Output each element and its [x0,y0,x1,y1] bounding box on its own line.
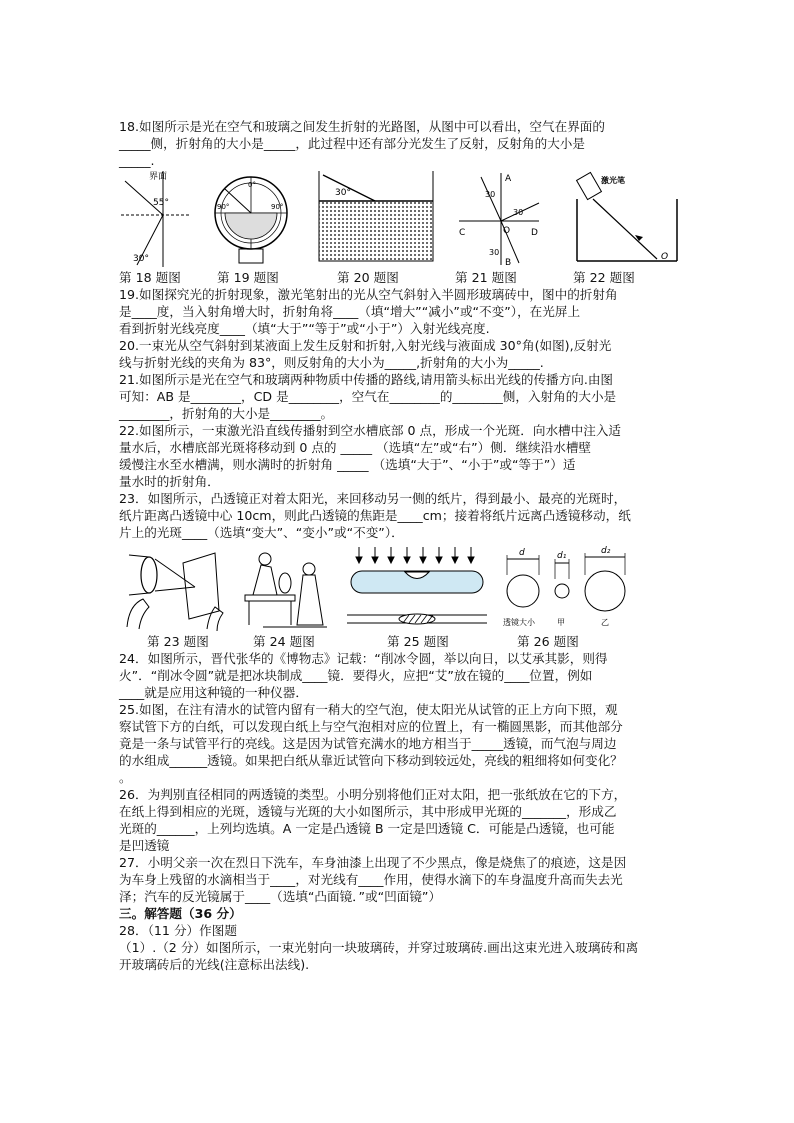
fig19-left-label: 90° [217,203,230,211]
figure-24 [239,545,331,633]
q20-line-1: 20.一束光从空气斜射到某液面上发生反射和折射,入射光线与液面成 30°角(如图),反射光 [119,338,612,353]
q23-line-2: 纸片距离凸透镜中心 10cm，则此凸透镜的焦距是____cm；接着将纸片远离凸透镜移动，纸 [119,508,631,523]
figure-19 [211,169,291,269]
question-18 [119,118,685,169]
fig22-label-o: O [661,252,669,262]
figure-23 [119,545,225,633]
q23-line-3: 片上的光斑____（选填“变大”、“变小”或“不变”）． [119,525,404,540]
caption-row-1 [119,269,685,286]
fig21-label-b: B [505,258,512,268]
fig19-top-label: 0° [248,181,256,189]
figure-row-2 [119,545,685,633]
q21-line-1: 21.如图所示是光在空气和玻璃两种物质中传播的路线,请用箭头标出光线的传播方向.由图 [119,372,614,387]
fig18-interface-label: 界面 [149,172,168,182]
figure-25 [347,545,487,633]
q28-line-1: 28．（11 分）作图题 [119,923,237,938]
question-25 [119,701,685,786]
fig20-angle: 30° [335,188,351,198]
q27-line-3: 泽；汽车的反光镜属于____（选填“凸面镜．”或“凹面镜”） [119,889,442,904]
fig22-laser-label: 激光笔 [601,176,625,185]
q18-line-2: _____侧，折射角的大小是_____，此过程中还有部分光发生了反射，反射角的大小是 [119,136,585,151]
question-24 [119,650,685,701]
fig21-angle-1: 30 [485,190,496,199]
q24-line-1: 24．如图所示，晋代张华的《博物志》记载：“削冰令圆，举以向日，以艾承其影，则得 [119,651,608,666]
q22-line-4: 量水时的折射角． [119,474,220,489]
q26-line-4: 是凹透镜 [119,838,170,853]
fig21-label-o: O [503,226,511,236]
q22-line-1: 22.如图所示，一束激光沿直线传播射到空水槽底部 0 点，形成一个光斑．向水槽中注入适 [119,423,622,438]
caption-row-2 [119,633,685,650]
q25-line-2: 察试管下方的白纸，可以发现白纸上与空气泡相对应的位置上，有一椭圆黑影，而其他部分 [119,719,623,734]
caption-fig-26: 第 26 题图 [517,634,579,649]
worksheet-page [119,118,685,973]
fig21-label-c: C [459,228,466,238]
caption-fig-25: 第 25 题图 [387,634,449,649]
q21-line-3: ________，折射角的大小是________。 [119,406,334,421]
q25-line-3: 竟是一条与试管平行的亮线。这是因为试管充满水的地方相当于_____透镜，而气泡与周边 [119,736,617,751]
caption-fig-20: 第 20 题图 [337,270,399,285]
q25-line-4: 的水组成______透镜。如果把白纸从靠近试管向下移动到较远处，亮线的粗细将如何变化？ [119,753,623,768]
question-26 [119,786,685,854]
section-3-heading: 三。解答题（36 分） [119,906,242,921]
q19-line-3: 看到折射光线亮度____（填“大于”“等于”或“小于”）入射光线亮度. [119,321,490,336]
caption-fig-19: 第 19 题图 [217,270,279,285]
figure-20 [317,169,437,269]
q26-line-1: 26．为判别直径相同的两透镜的类型。小明分别将他们正对太阳，把一张纸放在它的下方， [119,787,627,802]
figure-18 [119,169,191,269]
fig21-angle-3: 30 [489,248,500,257]
fig21-label-d: D [531,228,538,238]
fig18-angle-bottom: 30° [133,254,149,264]
question-28 [119,922,685,973]
q27-line-1: 27．小明父亲一次在烈日下洗车，车身油漆上出现了不少黑点，像是烧焦了的痕迹，这是因 [119,855,627,870]
caption-fig-22: 第 22 题图 [573,270,635,285]
fig18-angle-top: 55° [153,198,169,208]
question-23 [119,490,685,541]
fig26-lens-label: 透镜大小 [503,618,535,627]
fig19-right-label: 90° [271,203,284,211]
q25-line-1: 25.如图，在注有清水的试管内留有一稍大的空气泡，使太阳光从试管的正上方向下照，观 [119,702,618,717]
q22-line-2: 量水后，水槽底部光斑将移动到 0 点的 _____ （选填“左”或“右”）侧．继续沿水槽壁 [119,440,592,455]
question-19 [119,286,685,337]
q26-line-2: 在纸上得到相应的光斑，透镜与光斑的大小如图所示，其中形成甲光斑的_______，形成乙 [119,804,617,819]
q28-line-2: （1）.（2 分）如图所示，一束光射向一块玻璃砖，并穿过玻璃砖.画出这束光进入玻璃砖和离 [119,940,639,955]
q24-line-3: ____就是应用这种镜的一种仪器． [119,685,308,700]
q19-line-1: 19.如图探究光的折射现象，激光笔射出的光从空气斜射入半圆形玻璃砖中，图中的折射角 [119,287,618,302]
caption-fig-23: 第 23 题图 [147,634,209,649]
caption-fig-18: 第 18 题图 [119,270,181,285]
q18-line-3: _____. [119,153,155,168]
q27-line-2: 为车身上残留的水滴相当于____，对光线有____作用，使得水滴下的车身温度升高而失去光 [119,872,623,887]
q20-line-2: 线与折射光线的夹角为 83°，则反射角的大小为_____,折射角的大小为_____. [119,355,544,370]
fig21-label-a: A [505,174,512,184]
q19-line-2: 是____度，当入射角增大时，折射角将____（填“增大”“减小”或“不变”），在光屏上 [119,304,581,319]
q22-line-3: 缓慢注水至水槽满，则水满时的折射角 _____ （选填“大于”、“小于”或“等于”）适 [119,457,576,472]
caption-fig-21: 第 21 题图 [455,270,517,285]
figure-26 [501,545,641,633]
fig26-label-d2: d₂ [601,546,611,556]
question-21 [119,371,685,422]
fig26-label-d: d [519,548,525,558]
caption-fig-24: 第 24 题图 [253,634,315,649]
q26-line-3: 光斑的______，上列均选填。A 一定是凸透镜 B 一定是凹透镜 C．可能是凸透镜，也可能 [119,821,615,836]
fig21-angle-2: 30 [513,208,524,217]
q25-line-5: 。 [119,770,132,785]
figure-22 [571,169,683,269]
q21-line-2: 可知：AB 是________，CD 是________，空气在________的________侧，入射角的大小是 [119,389,617,404]
fig26-jia-label: 甲 [557,618,565,627]
q24-line-2: 火”．“削冰令圆”就是把冰块制成____镜．要得火，应把“艾”放在镜的____位置，例如 [119,668,593,683]
fig26-label-d1: d₁ [557,551,567,561]
question-27 [119,854,685,905]
q18-line-1: 18.如图所示是光在空气和玻璃之间发生折射的光路图，从图中可以看出，空气在界面的 [119,119,605,134]
question-20 [119,337,685,371]
figure-21 [457,169,541,269]
figure-row-1 [119,169,685,269]
question-22 [119,422,685,490]
q23-line-1: 23．如图所示，凸透镜正对着太阳光，来回移动另一侧的纸片，得到最小、最亮的光斑时， [119,491,627,506]
q28-line-3: 开玻璃砖后的光线(注意标出法线). [119,957,310,972]
fig26-yi-label: 乙 [601,618,609,627]
